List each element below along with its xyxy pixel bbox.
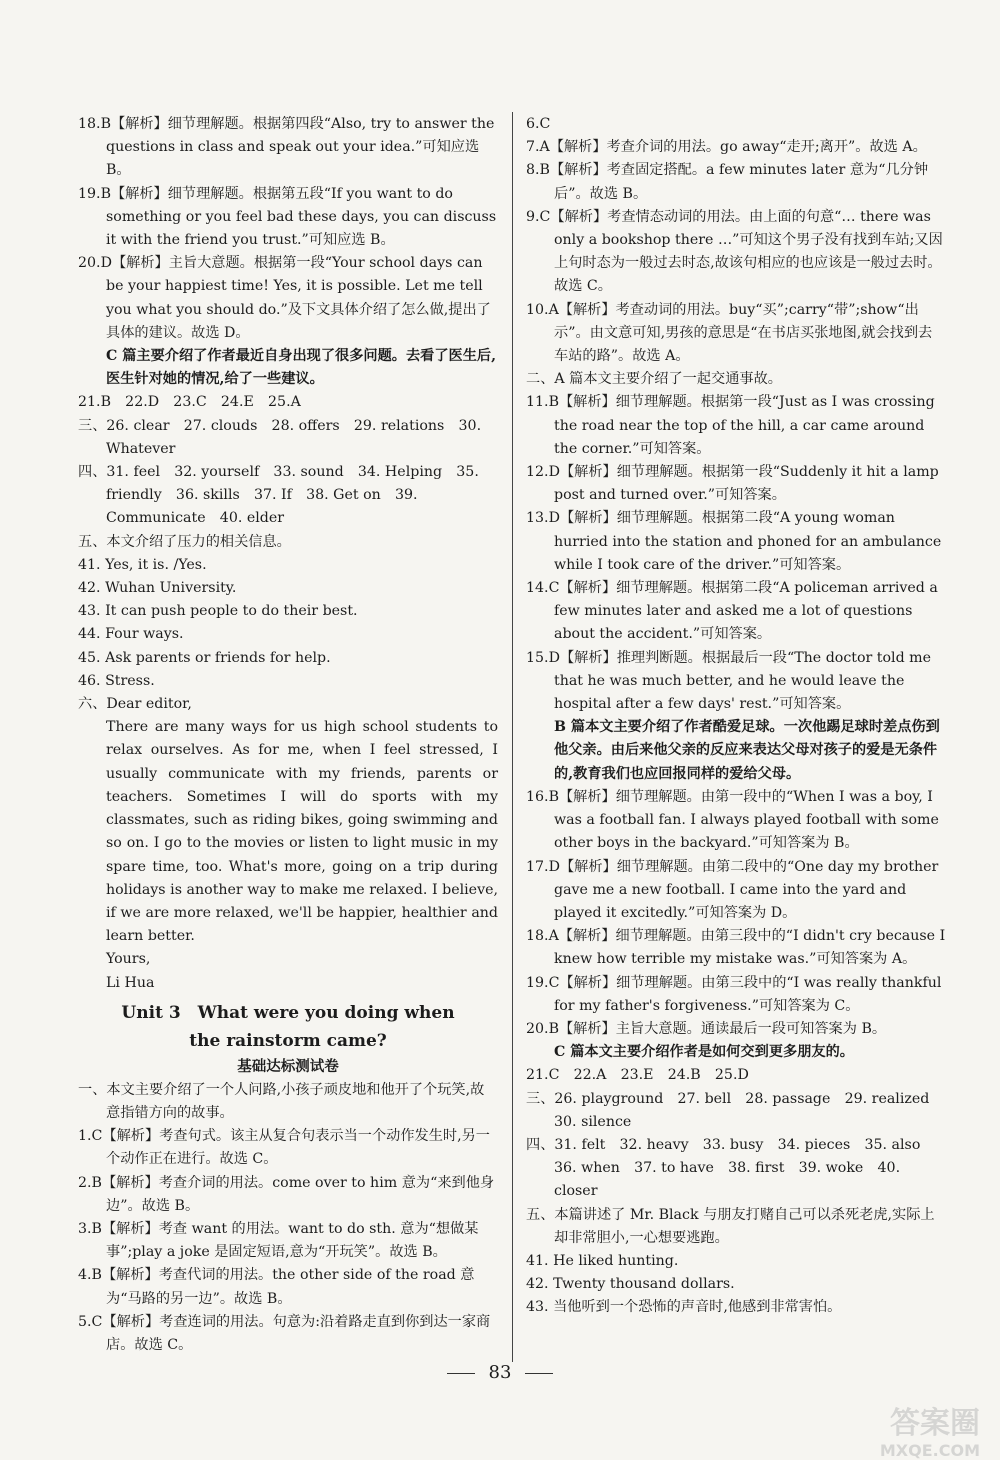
watermark-big: 答案圈 [890, 1406, 980, 1441]
answer-item-text: 7.A【解析】考查介词的用法。go away“走开;离开”。故选 A。 [526, 139, 927, 156]
answer-item-text: 11.B【解析】细节理解题。根据第一段“Just as I was crossing the road near the top of the hill, a car came around the corner.”可知答案。 [526, 394, 935, 457]
answer-item-text: 16.B【解析】细节理解题。由第一段中的“When I was a boy, I was a football fan. I always played football with some other boys in the backyard.”可知答案为 B。 [526, 788, 939, 852]
answer-item-text: 6.C [526, 116, 551, 132]
answer-item-text: 42. Twenty thousand dollars. [526, 1276, 735, 1293]
answer-item [78, 415, 498, 461]
letter-closing: Yours, [106, 951, 151, 968]
answer-item [78, 461, 498, 531]
answer-item-text: 10.A【解析】考查动词的用法。buy“买”;carry“带”;show“出示”。由文意可知,男孩的意思是“在书店买张地图,就会找到去车站的路”。故选 A。 [526, 301, 933, 365]
answer-item [78, 647, 498, 670]
answer-item [78, 252, 498, 345]
page-number-text: 83 [488, 1362, 512, 1383]
answer-item-text: 四、31. felt 32. heavy 33. busy 34. pieces 35. also 36. when 37. to have 38. first 39. woke 40. closer [526, 1136, 935, 1200]
answer-item-text: 19.B【解析】细节理解题。根据第五段“If you want to do something or you feel bad these days, you can discuss it with the friend you trust.”可知应选 B。 [78, 185, 497, 249]
answer-item [526, 925, 946, 971]
answer-item-text: 五、本篇讲述了 Mr. Black 与朋友打赌自己可以杀死老虎,实际上却非常胆小,一心想要逃跑。 [526, 1206, 935, 1246]
answer-item [526, 299, 946, 369]
answer-item [78, 670, 498, 693]
answer-item-text: 2.B【解析】考查介词的用法。come over to him 意为“来到他身边”。故选 B。 [78, 1174, 495, 1214]
page-number [0, 1362, 1000, 1383]
answer-item [526, 461, 946, 507]
right-answer-list-c [526, 1064, 946, 1319]
answer-item [78, 623, 498, 646]
unit-title-line-1: Unit 3 What were you doing when [121, 1002, 455, 1023]
letter-body: There are many ways for us high school students to relax ourselves. As for me, when I feel stressed, I usually communicate with my friends, parents or teachers. Sometimes I will do sports with my classmates, such as riding bikes, going swimming and so on. I go to the movies or listen to light music in my spare time, too. What's more, going on a trip during holidays is another way to make me relaxed. I believe, if we are more relaxed, we'll be happier, healthier and learn better. [106, 719, 498, 945]
answer-item-text: 三、26. clear 27. clouds 28. offers 29. relations 30. Whatever [78, 417, 482, 457]
answer-item [526, 206, 946, 299]
answer-item-text: 21.C 22.A 23.E 24.B 25.D [526, 1067, 749, 1084]
answer-item-text: 45. Ask parents or friends for help. [78, 649, 331, 666]
answer-item [526, 1250, 946, 1273]
left-section-c-summary: C 篇主要介绍了作者最近自身出现了很多问题。去看了医生后,医生针对她的情况,给了一些建议。 [106, 348, 497, 388]
answer-item [78, 1079, 498, 1125]
answer-item [526, 159, 946, 205]
answer-item-text: 20.D【解析】主旨大意题。根据第一段“Your school days can be your happiest time! Yes, it is possible. Let me tell you what you should do.”及下文具体介绍了怎么做,提出了具体的建议。故选 D。 [78, 255, 491, 341]
answer-item-text: 13.D【解析】细节理解题。根据第二段“A young woman hurried into the station and phoned for an ambulance while I took care of the driver.”可知答案。 [526, 510, 942, 573]
answer-item-text: 41. Yes, it is. /Yes. [78, 556, 207, 573]
column-divider [512, 112, 513, 1362]
sample-letter [78, 716, 498, 994]
right-answer-list-b [526, 786, 946, 1041]
answer-item-text: 46. Stress. [78, 672, 155, 689]
answer-item [78, 391, 498, 414]
answer-item-text: 14.C【解析】细节理解题。根据第二段“A policeman arrived a few minutes later and asked me a lot of questions about the accident.”可知答案。 [526, 580, 938, 643]
answer-item-text: 43. 当他听到一个恐怖的声音时,他感到非常害怕。 [526, 1299, 842, 1316]
left-answer-list-b [78, 391, 498, 716]
unit-title [78, 999, 498, 1055]
answer-item [78, 531, 498, 554]
answer-item [526, 786, 946, 856]
answer-item [78, 1172, 498, 1218]
answer-item-text: 41. He liked hunting. [526, 1252, 679, 1269]
answer-item-text: 六、Dear editor, [78, 696, 192, 713]
answer-item-text: 三、26. playground 27. bell 28. passage 29. realized 30. silence [526, 1090, 944, 1130]
answer-item-text: 15.D【解析】推理判断题。根据最后一段“The doctor told me that he was much better, and he would leave the hospital after a few days' rest.”可知答案。 [526, 649, 932, 713]
answer-item [78, 183, 498, 253]
right-section-b-summary: B 篇本文主要介绍了作者酷爱足球。一次他踢足球时差点伤到他父亲。由后来他父亲的反应来表达父母对孩子的爱是无条件的,教育我们也应回报同样的爱给父母。 [554, 719, 940, 782]
watermark-logo [820, 1398, 980, 1460]
answer-item [78, 1264, 498, 1310]
answer-item [526, 136, 946, 159]
answer-item [78, 1311, 498, 1357]
answer-item [78, 554, 498, 577]
left-answer-list-a [78, 113, 498, 345]
answer-item [526, 1088, 946, 1134]
answer-item-text: 9.C【解析】考查情态动词的用法。由上面的句意“… there was only a bookshop there …”可知这个男子没有找到车站;又因上句时态为一般过去时态,故该句相应的也应该是一般过去时。故选 C。 [526, 208, 943, 295]
answer-item-text: 43. It can push people to do their best. [78, 603, 358, 620]
right-column [526, 113, 946, 1320]
page-number-dash-right [525, 1373, 553, 1374]
answer-item [526, 391, 946, 461]
answer-item-text: 18.B【解析】细节理解题。根据第四段“Also, try to answer the questions in class and speak out your idea.”可知应选 B。 [78, 116, 495, 179]
test-subtitle: 基础达标测试卷 [237, 1058, 339, 1075]
answer-item [78, 693, 498, 716]
answer-item-text: 四、31. feel 32. yourself 33. sound 34. Helping 35. friendly 36. skills 37. If 38. Get on 39. Communicate 40. elder [78, 464, 479, 527]
answer-item-text: 二、A 篇本文主要介绍了一起交通事故。 [526, 371, 782, 388]
answer-item [526, 1018, 946, 1041]
answer-item [526, 1204, 946, 1250]
answer-item [526, 507, 946, 577]
answer-item [78, 113, 498, 183]
answer-item [526, 1134, 946, 1204]
answer-item [526, 972, 946, 1018]
answer-item [526, 113, 946, 136]
answer-item-text: 20.B【解析】主旨大意题。通读最后一段可知答案为 B。 [526, 1020, 887, 1037]
answer-item [526, 1296, 946, 1319]
answer-item [78, 577, 498, 600]
left-column [78, 113, 498, 1357]
right-answer-list-a [526, 113, 946, 716]
answer-item-text: 5.C【解析】考查连词的用法。句意为:沿着路走直到你到达一家商店。故选 C。 [78, 1313, 491, 1353]
answer-item [526, 856, 946, 926]
answer-item-text: 3.B【解析】考查 want 的用法。want to do sth. 意为“想做某事”;play a joke 是固定短语,意为“开玩笑”。故选 B。 [78, 1220, 479, 1261]
left-answer-list-c [78, 1079, 498, 1357]
letter-signature: Li Hua [106, 974, 155, 991]
answer-item-text: 8.B【解析】考查固定搭配。a few minutes later 意为“几分钟后”。故选 B。 [526, 162, 929, 202]
answer-item [78, 600, 498, 623]
answer-item [526, 647, 946, 717]
answer-item-text: 12.D【解析】细节理解题。根据第一段“Suddenly it hit a lamp post and turned over.”可知答案。 [526, 464, 939, 504]
answer-item-text: 21.B 22.D 23.C 24.E 25.A [78, 394, 301, 411]
answer-item [526, 368, 946, 391]
watermark-small: MXQE.COM [879, 1441, 980, 1460]
answer-item [78, 1218, 498, 1264]
answer-item [526, 1064, 946, 1087]
answer-item-text: 17.D【解析】细节理解题。由第二段中的“One day my brother gave me a new football. I came into the yard and played it excitedly.”可知答案为 D。 [526, 858, 939, 921]
answer-item-text: 44. Four ways. [78, 626, 184, 643]
answer-item-text: 4.B【解析】考查代词的用法。the other side of the road 意为“马路的另一边”。故选 B。 [78, 1267, 475, 1307]
page-number-dash-left [447, 1373, 475, 1374]
answer-item [526, 1273, 946, 1296]
answer-item-text: 19.C【解析】细节理解题。由第三段中的“I was really thankful for my father's forgiveness.”可知答案为 C。 [526, 974, 942, 1014]
right-section-c-summary: C 篇本文主要介绍作者是如何交到更多朋友的。 [554, 1044, 854, 1061]
answer-item [78, 1125, 498, 1171]
answer-item-text: 1.C【解析】考查句式。该主从复合句表示当一个动作发生时,另一个动作正在进行。故选 C。 [78, 1128, 490, 1168]
unit-title-line-2: the rainstorm came? [189, 1030, 387, 1051]
answer-item-text: 一、本文主要介绍了一个人问路,小孩子顽皮地和他开了个玩笑,故意指错方向的故事。 [78, 1081, 485, 1121]
answer-item [526, 577, 946, 647]
answer-item-text: 五、本文介绍了压力的相关信息。 [78, 533, 291, 550]
answer-item-text: 18.A【解析】细节理解题。由第三段中的“I didn't cry because I knew how terrible my mistake was.”可知答案为 A。 [526, 928, 946, 968]
answer-item-text: 42. Wuhan University. [78, 580, 237, 597]
